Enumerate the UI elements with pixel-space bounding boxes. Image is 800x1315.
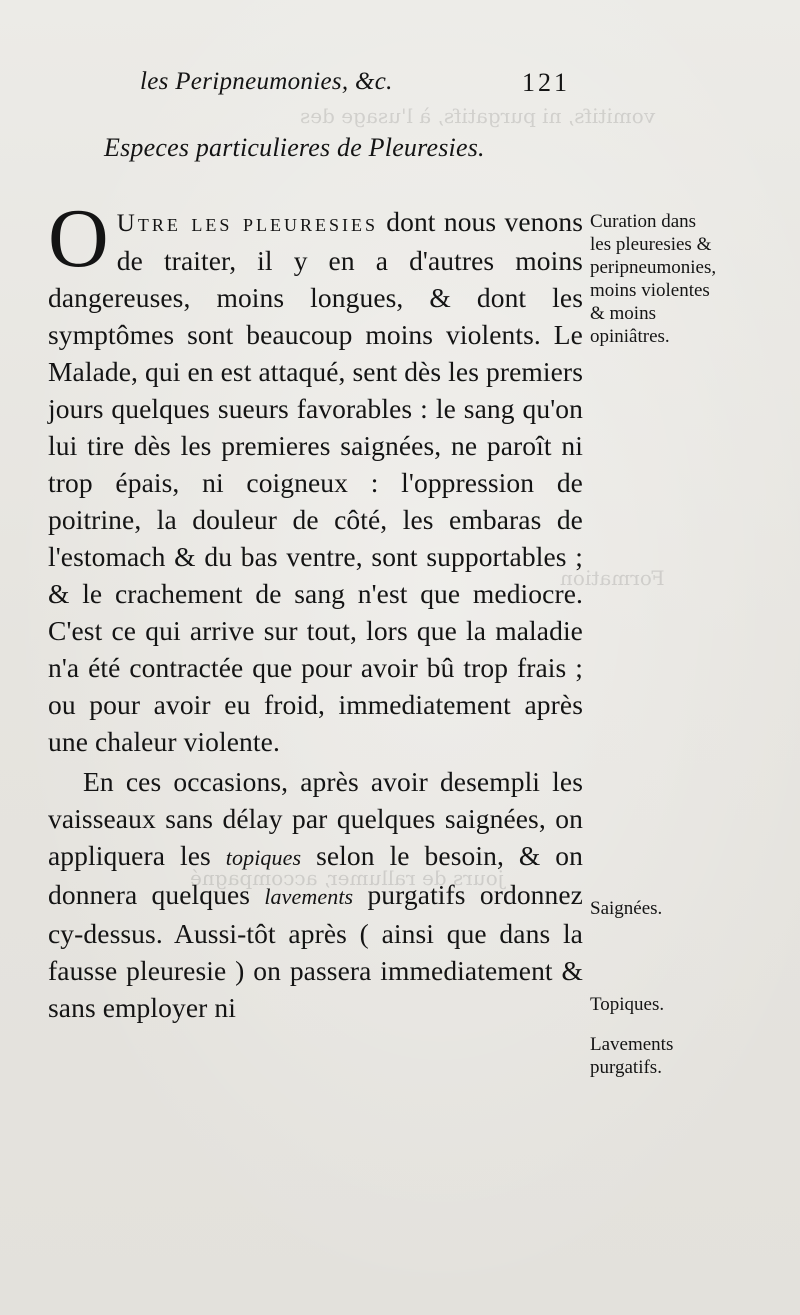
running-title: les Peripneumonies, &c.	[140, 68, 393, 95]
margin-note-lavements: Lavements purgatifs.	[590, 1034, 674, 1078]
main-text-column	[48, 192, 583, 1026]
paragraph-1-text: dont nous venons de traiter, il y en a d'autres moins dangereuses, moins longues, & dont les symptômes sont beaucoup moins violents. Le Malade, qui en est attaqué, sent dès les premiers jours quelques sueurs favorables : le sang qu'on lui tire dès les premieres saignées, ne paroît ni trop épais, ni coigneux : l'oppression de poitrine, la douleur de côté, les embaras de l'estomach & du bas ventre, sont supportables ; & le crachement de sang n'est que mediocre. C'est ce qui arrive sur tout, lors que la maladie n'a été contractée que pour avoir bû trop frais ; ou pour avoir eu froid, immediatement après une chaleur violente.	[48, 206, 583, 757]
drop-cap: O	[48, 192, 109, 285]
lavements-italic: lavements	[264, 884, 354, 909]
bleed-through-text: vomitifs, ni purgatifs, à l'usage des	[300, 104, 656, 128]
running-head	[140, 62, 580, 102]
topiques-italic: topiques	[225, 845, 302, 870]
paragraph-2-text-c: purgatifs ordonnez cy-dessus. Aussi-tôt après ( ainsi que dans la fausse pleuresie ) on passera immediatement & sans employer ni	[48, 879, 583, 1023]
page-number: 121	[522, 68, 570, 97]
margin-note-topiques: Topiques.	[590, 994, 665, 1015]
section-title: Especes particulieres de Pleuresies.	[104, 133, 485, 162]
margin-note-saignees: Saignées.	[590, 898, 663, 919]
paragraph-2-text-a: En ces occasions, après avoir desempli les vaisseaux sans délay par quelques saignées, on appliquera les	[48, 766, 583, 871]
opening-small-caps: Utre les pleuresies	[116, 210, 378, 237]
margin-note-curation: Curation dans les pleuresies & peripneumonies, moins violentes & moins opiniâtres.	[590, 211, 717, 347]
bleed-through-text: jours de rallumer, accompagné	[190, 866, 504, 890]
bleed-through-text: Formation	[560, 566, 665, 590]
paragraph-2	[48, 763, 583, 1026]
paragraph-2-text-b: selon le besoin, & on donnera quelques	[48, 840, 583, 910]
paragraph-1	[48, 192, 583, 760]
